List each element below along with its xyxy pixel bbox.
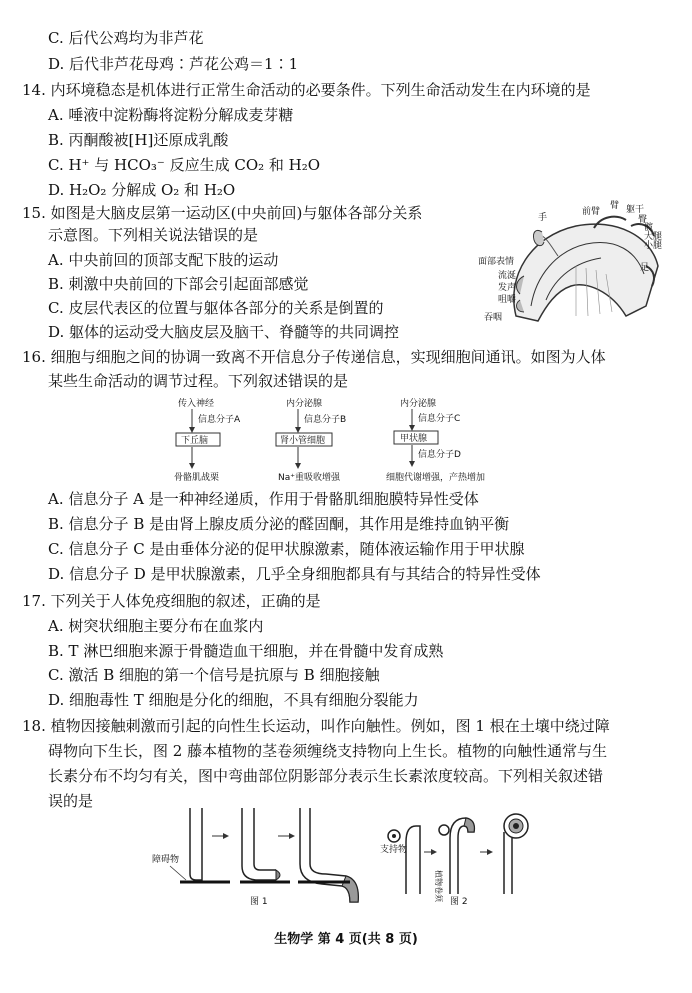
q16-option-c: C. 信息分子 C 是由垂体分泌的促甲状腺激素，随体液运输作用于甲状腺: [48, 540, 525, 558]
diagram-col2-box: 肾小管细胞: [280, 436, 326, 446]
q14-option-b: B. 丙酮酸被[H]还原成乳酸: [48, 131, 229, 149]
q15-option-a: A. 中央前回的顶部支配下肢的运动: [48, 251, 279, 269]
page-footer: 生物学 第 4 页(共 8 页): [274, 932, 418, 947]
figure-2-support-label: 支持物: [380, 845, 408, 855]
diagram-col2-top: 内分泌腺: [286, 399, 323, 409]
homunculus-label-trunk: 躯干: [626, 205, 645, 215]
q18-stem-line4: 误的是: [48, 792, 94, 810]
homunculus-label-arm: 臂: [610, 201, 620, 211]
figure-2-caption: 图 2: [450, 897, 468, 907]
q16-option-d: D. 信息分子 D 是甲状腺激素，几乎全身细胞都具有与其结合的特异性受体: [48, 565, 541, 583]
q15-option-c: C. 皮层代表区的位置与躯体各部分的关系是倒置的: [48, 299, 384, 317]
q16-stem-line1: 16. 细胞与细胞之间的协调一致离不开信息分子传递信息，实现细胞间通讯。如图为人体: [22, 348, 606, 366]
figure-1-root-thigmotropism: [150, 808, 375, 908]
q14-option-d: D. H₂O₂ 分解成 O₂ 和 H₂O: [48, 181, 236, 199]
q13-option-c: C. 后代公鸡均为非芦花: [48, 29, 204, 47]
homunculus-label-foot: 足: [640, 263, 650, 273]
q15-option-d: D. 躯体的运动受大脑皮层及脑干、脊髓等的共同调控: [48, 323, 400, 341]
diagram-col3-bottom: 细胞代谢增强，产热增加: [386, 473, 486, 483]
homunculus-label-face: 面部表情: [478, 257, 515, 267]
homunculus-label-chewing: 咀嚼: [498, 295, 517, 305]
q17-option-c: C. 激活 B 细胞的第一个信号是抗原与 B 细胞接触: [48, 666, 380, 684]
q17-option-a: A. 树突状细胞主要分布在血浆内: [48, 617, 264, 635]
diagram-col3-top: 内分泌腺: [400, 399, 437, 409]
q15-stem-line1: 15. 如图是大脑皮层第一运动区(中央前回)与躯体各部分关系: [22, 204, 423, 222]
q16-option-a: A. 信息分子 A 是一种神经递质，作用于骨骼肌细胞膜特异性受体: [48, 490, 479, 508]
q18-stem-line2: 碍物向下生长，图 2 藤本植物的茎卷须缠绕支持物向上生长。植物的向触性通常与生: [48, 742, 608, 760]
figure-1-obstacle-label: 障碍物: [152, 855, 180, 865]
diagram-col3-molecule-d: 信息分子D: [418, 450, 461, 460]
q17-option-d: D. 细胞毒性 T 细胞是分化的细胞，不具有细胞分裂能力: [48, 691, 419, 709]
homunculus-label-hand: 手: [538, 213, 548, 223]
motor-cortex-homunculus-figure: [476, 196, 672, 328]
q14-option-a: A. 唾液中淀粉酶将淀粉分解成麦芽糖: [48, 106, 294, 124]
q15-option-b: B. 刺激中央前回的下部会引起面部感觉: [48, 275, 309, 293]
diagram-col2-molecule: 信息分子B: [304, 415, 347, 425]
signal-molecule-diagram: [168, 394, 508, 486]
diagram-col2-bottom: Na⁺重吸收增强: [278, 473, 340, 483]
figure-2-tendril-label: 植物卷须: [434, 870, 443, 902]
figure-2-tendril-thigmotropism: [380, 808, 535, 908]
q16-stem-line2: 某些生命活动的调节过程。下列叙述错误的是: [48, 372, 349, 390]
homunculus-label-forearm: 前臂: [582, 207, 601, 217]
q17-option-b: B. T 淋巴细胞来源于骨髓造血干细胞，并在骨髓中发育成熟: [48, 642, 444, 660]
q14-option-c: C. H⁺ 与 HCO₃⁻ 反应生成 CO₂ 和 H₂O: [48, 156, 321, 174]
q13-option-d: D. 后代非芦花母鸡∶芦花公鸡＝1∶1: [48, 55, 299, 73]
q17-stem: 17. 下列关于人体免疫细胞的叙述，正确的是: [22, 592, 321, 610]
diagram-col3-molecule: 信息分子C: [418, 414, 461, 424]
figure-1-caption: 图 1: [250, 897, 268, 907]
diagram-col1-bottom: 骨骼肌战栗: [174, 473, 220, 483]
homunculus-label-thigh: 大腿: [644, 232, 663, 242]
diagram-col1-molecule: 信息分子A: [198, 415, 241, 425]
homunculus-label-pelvis: 髋: [644, 223, 654, 233]
q18-stem-line3: 长素分布不均匀有关，图中弯曲部位阴影部分表示生长素浓度较高。下列相关叙述错: [48, 767, 604, 785]
q14-stem: 14. 内环境稳态是机体进行正常生命活动的必要条件。下列生命活动发生在内环境的是: [22, 81, 591, 99]
diagram-col3-box: 甲状腺: [400, 434, 428, 444]
homunculus-label-salivation: 流涎: [498, 271, 517, 281]
q16-option-b: B. 信息分子 B 是由肾上腺皮质分泌的醛固酮，其作用是维持血钠平衡: [48, 515, 510, 533]
diagram-col1-box: 下丘脑: [181, 436, 209, 446]
homunculus-label-leg: 小腿: [644, 241, 663, 251]
homunculus-label-swallowing: 吞咽: [484, 313, 503, 323]
homunculus-label-hip: 臀: [638, 215, 648, 225]
homunculus-label-vocalization: 发声: [498, 283, 517, 293]
diagram-col1-top: 传入神经: [178, 399, 215, 409]
q15-stem-line2: 示意图。下列相关说法错误的是: [48, 226, 259, 244]
q18-stem-line1: 18. 植物因接触刺激而引起的向性生长运动，叫作向触性。例如，图 1 根在土壤中绕过障: [22, 717, 610, 735]
